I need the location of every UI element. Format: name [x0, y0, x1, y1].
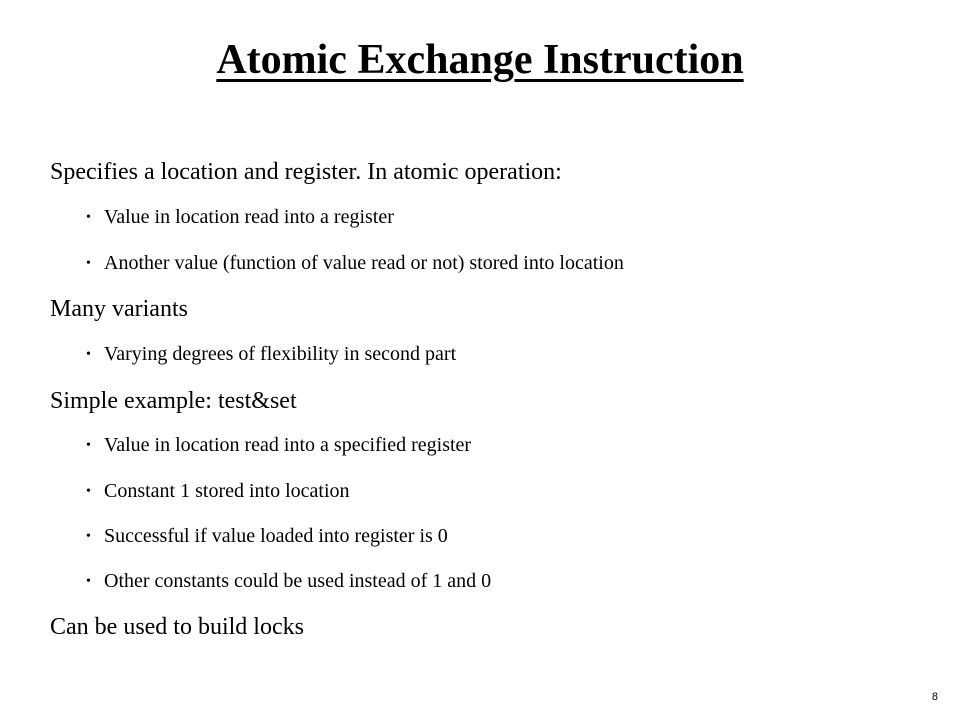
slide-title: Atomic Exchange Instruction: [216, 37, 744, 83]
bullet-icon: •: [86, 574, 91, 589]
subpoint-text: Value in location read into a specified register: [104, 434, 472, 456]
subpoint-flexibility: [86, 341, 456, 368]
point-simple-example: Simple example: test&set: [50, 388, 297, 414]
bullet-icon: •: [86, 484, 91, 499]
subpoint-text: Other constants could be used instead of 1 and 0: [104, 570, 492, 592]
subpoint-successful: [86, 523, 448, 550]
point-location-register: Specifies a location and register. In atomic operation:: [50, 159, 562, 185]
bullet-icon: •: [86, 529, 91, 544]
subpoint-text: Constant 1 stored into location: [104, 480, 350, 502]
subpoint-text: Value in location read into a register: [104, 206, 394, 228]
point-many-variants: Many variants: [50, 296, 188, 322]
page-number: 8: [931, 691, 938, 703]
subpoint-text: Successful if value loaded into register is 0: [104, 525, 448, 547]
subpoint-constant-stored: [86, 478, 350, 505]
bullet-icon: •: [86, 347, 91, 362]
subpoint-value-read: [86, 204, 394, 231]
point-build-locks: Can be used to build locks: [50, 614, 304, 640]
subpoint-text: Varying degrees of flexibility in second part: [104, 343, 457, 365]
subpoint-other-constants: [86, 568, 491, 595]
bullet-icon: •: [86, 438, 91, 453]
subpoint-value-stored: [86, 250, 624, 277]
subpoint-text: Another value (function of value read or not) stored into location: [104, 252, 624, 274]
subpoint-read-register: [86, 432, 471, 459]
bullet-icon: •: [86, 210, 91, 225]
bullet-icon: •: [86, 256, 91, 271]
